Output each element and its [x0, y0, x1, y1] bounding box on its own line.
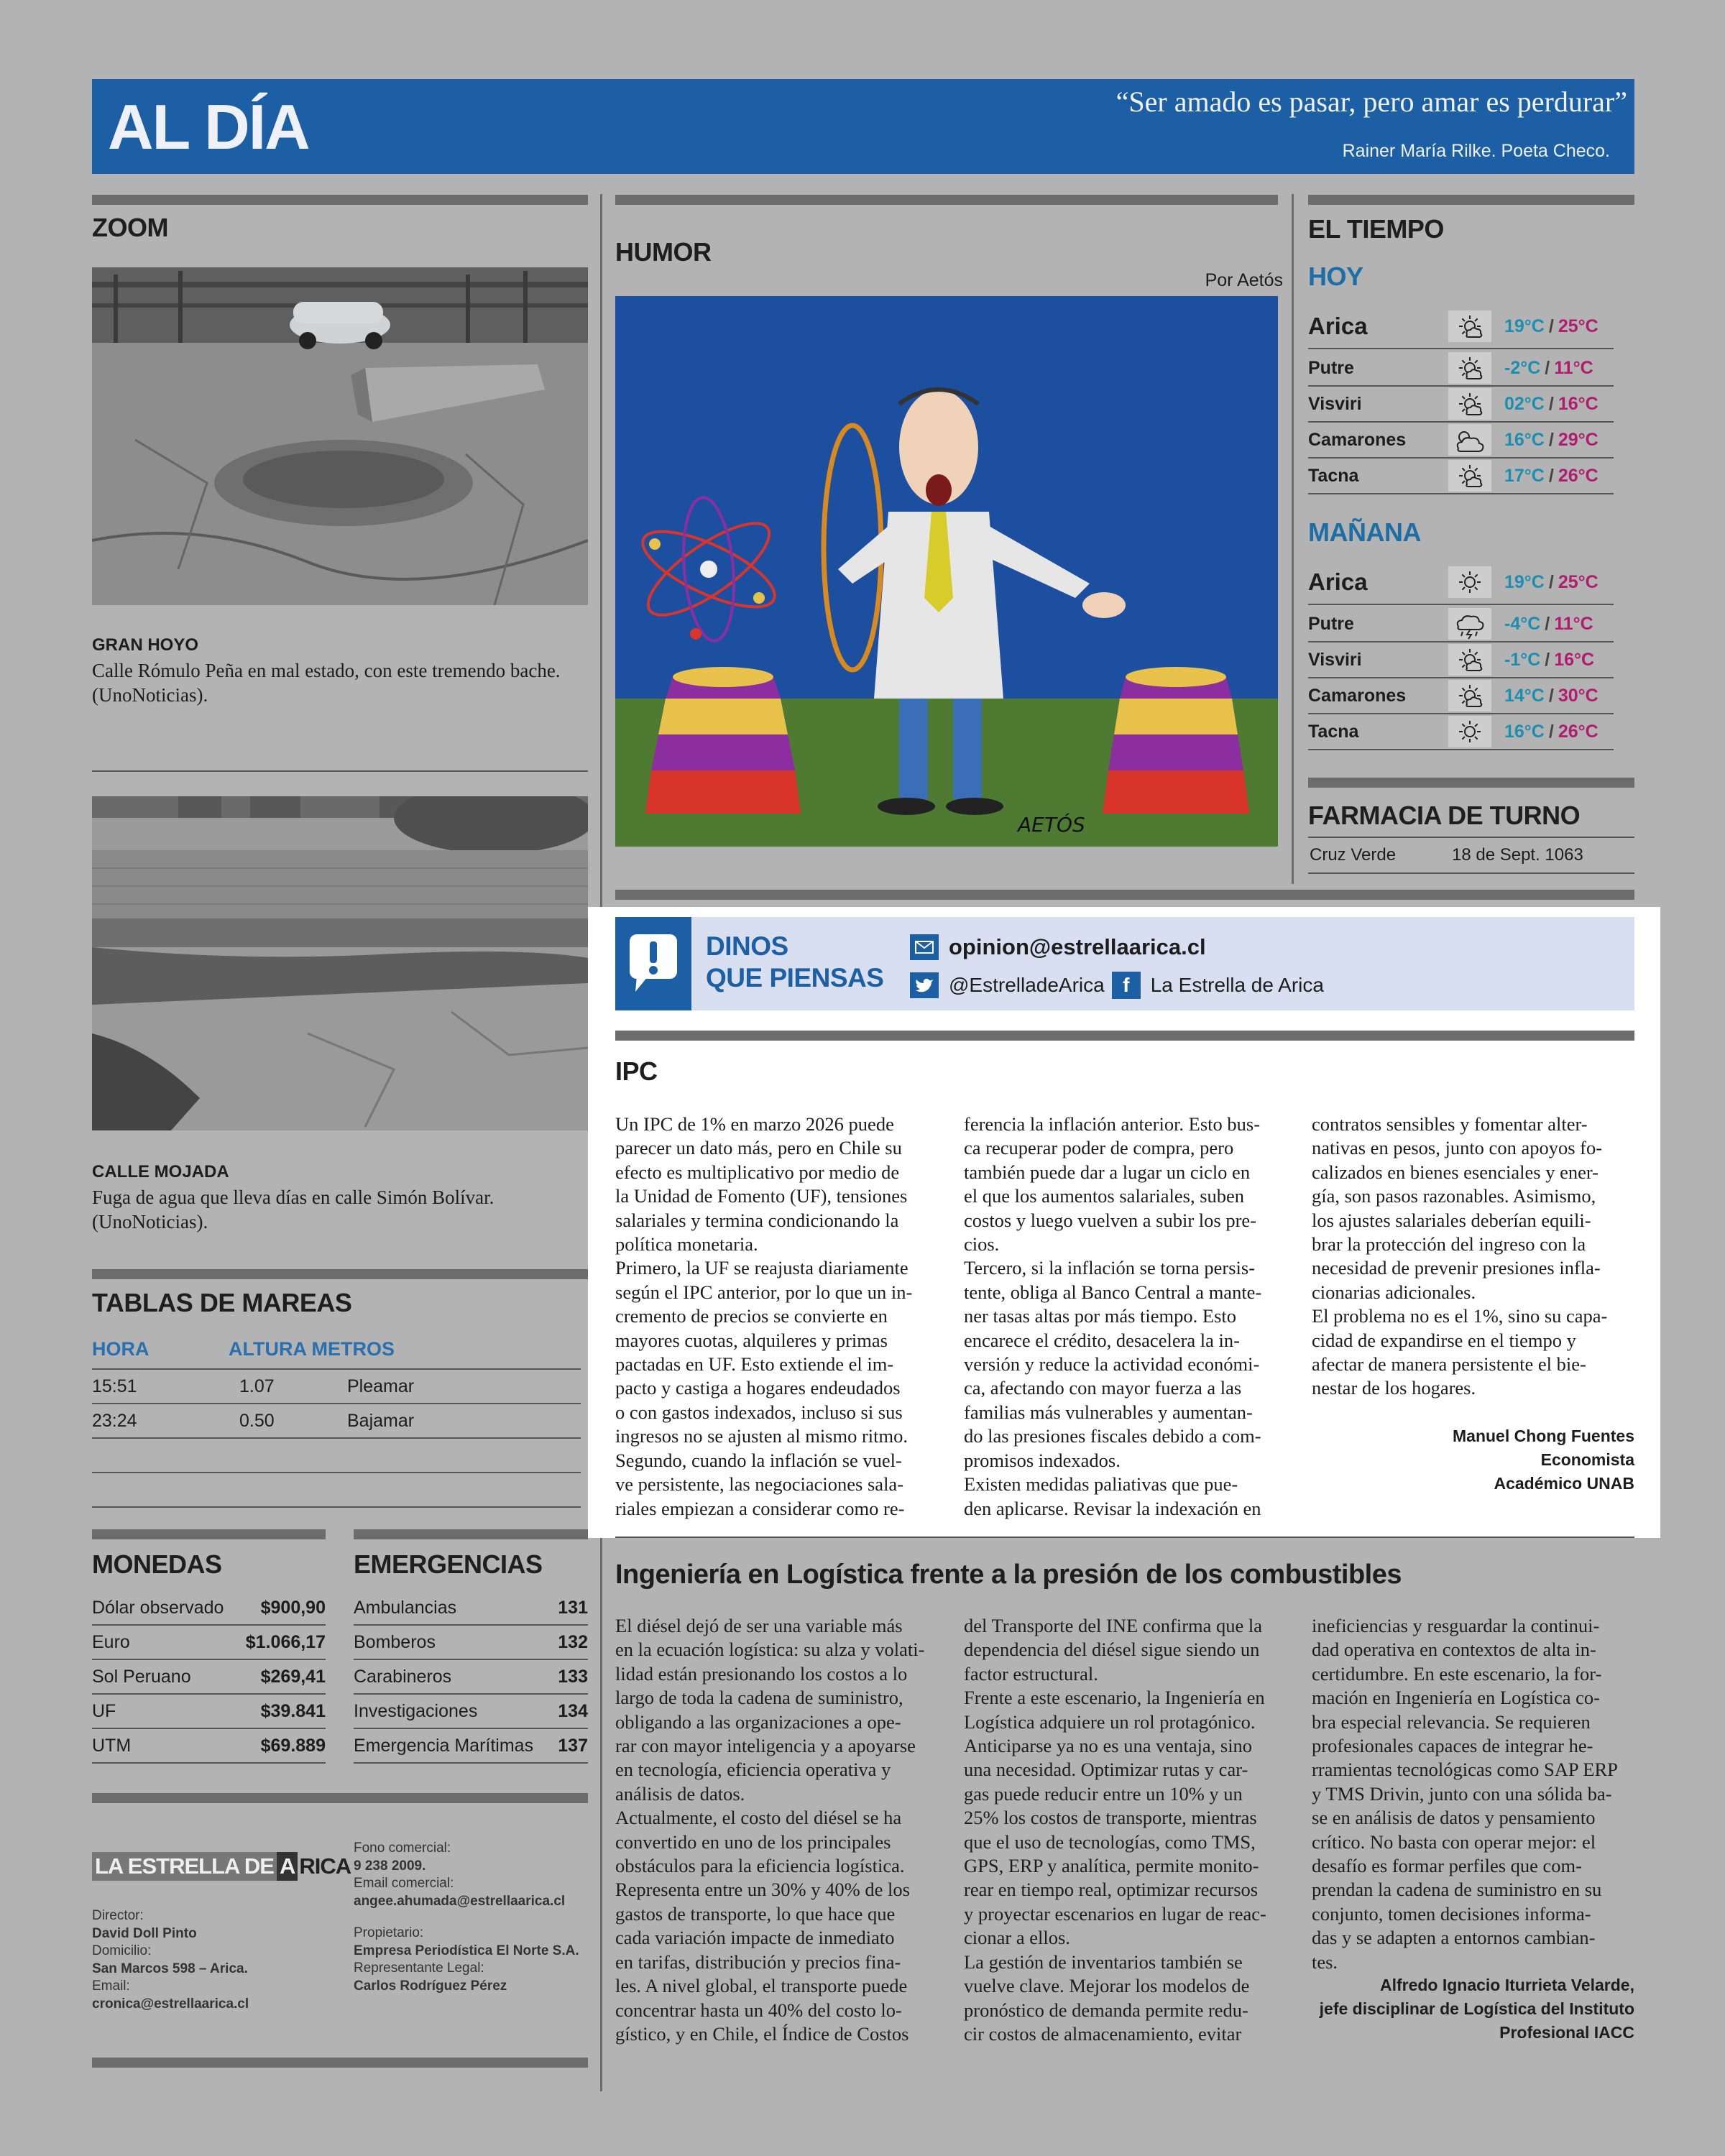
partly-cloudy-icon [1448, 424, 1491, 456]
weather-title: EL TIEMPO [1308, 214, 1444, 244]
contact-facebook[interactable]: La Estrella de Arica [1150, 974, 1324, 996]
pharmacy-top-bar [1308, 778, 1634, 788]
tide-height: 1.07 [239, 1376, 275, 1396]
pharmacy-rule-top [1308, 837, 1634, 838]
weather-temperature [1504, 614, 1593, 635]
contact-social-row [910, 972, 1324, 999]
temp-min: -1°C [1504, 649, 1541, 670]
weather-row [1308, 305, 1614, 349]
currency-name: Dólar observado [92, 1597, 224, 1618]
temp-min: -2°C [1504, 357, 1541, 378]
pharmacy-address: 18 de Sept. 1063 [1452, 845, 1583, 865]
temp-max: 29°C [1558, 429, 1598, 450]
weather-city: Visviri [1308, 393, 1362, 414]
address-label: Domicilio: [92, 1943, 152, 1958]
humor-top-bar [615, 195, 1278, 205]
sun-cloud-icon [1448, 680, 1491, 711]
weather-row [1308, 387, 1614, 423]
table-row [92, 1473, 581, 1508]
emergencies-title: EMERGENCIAS [354, 1549, 543, 1579]
imprint-top-bar [92, 1793, 588, 1803]
weather-row [1308, 423, 1614, 459]
temp-separator: / [1545, 649, 1550, 670]
temp-min: -4°C [1504, 613, 1541, 634]
speech-bubble-icon [615, 917, 691, 1010]
weather-row [1308, 642, 1614, 678]
tides-col-hour: HORA [92, 1338, 150, 1360]
tides-header-row [92, 1335, 581, 1370]
contact-title-line2: QUE PIENSAS [706, 963, 884, 992]
opinion2-column-1: El diésel dejó de ser una variable más en la ecuación logística: su alza y volati- lidad están presionando los costos a lo largo de toda la cadena de suministro, obligando a las organizaciones a ope- rar con mayor inteligencia y a apoyarse en tecnología, eficiencia operativa y análisis de datos. Actualmente, el costo del diésel se ha convertido en uno de los principales obstáculos para la eficiencia logística. Representa entre un 30% y 40% de los gastos de transporte, lo que hace que cada variación impacte de inmediato en tarifas, distribución y precios fina- les. A nivel global, el transporte puede concentrar hasta un 40% del costo lo- gístico, y en Chile, el Índice de Costos [615, 1615, 925, 2045]
logo-text-c: RICA [299, 1853, 351, 1879]
weather-temperature [1504, 722, 1598, 742]
cartoon-illustration [615, 296, 1278, 847]
pharmacy-title: FARMACIA DE TURNO [1308, 801, 1581, 830]
currencies-title: MONEDAS [92, 1549, 222, 1579]
phone-label: Fono comercial: [354, 1841, 451, 1856]
mail-icon [910, 934, 939, 960]
director-label: Director: [92, 1908, 144, 1923]
temp-max: 11°C [1554, 613, 1593, 634]
emergency-row [354, 1729, 588, 1764]
currency-value: $900,90 [260, 1597, 326, 1618]
weather-tomorrow-label: MAÑANA [1308, 517, 1421, 547]
currency-value: $1.066,17 [245, 1631, 326, 1652]
zoom-title: ZOOM [92, 213, 168, 242]
email: cronica@estrellaarica.cl [92, 1996, 249, 2012]
currency-row [92, 1591, 326, 1626]
currency-row [92, 1695, 326, 1729]
emergency-service: Bomberos [354, 1631, 436, 1652]
weather-city: Putre [1308, 357, 1354, 378]
legal-label: Representante Legal: [354, 1961, 484, 1976]
temp-separator: / [1548, 465, 1554, 486]
email-label: Email: [92, 1978, 130, 1994]
weather-temperature [1504, 572, 1598, 593]
weather-city: Visviri [1308, 649, 1362, 670]
column-divider-right [1292, 194, 1294, 884]
opinion1-signature [1453, 1424, 1634, 1496]
sun-icon [1448, 566, 1491, 598]
weather-row [1308, 714, 1614, 750]
pothole-photo [92, 267, 588, 605]
temp-separator: / [1548, 571, 1554, 592]
table-row [92, 1439, 581, 1473]
tide-hour: 23:24 [92, 1410, 137, 1431]
opinion1-title: IPC [615, 1056, 658, 1086]
phone: 9 238 2009. [354, 1858, 426, 1874]
weather-temperature [1504, 316, 1598, 337]
weather-temperature [1504, 686, 1598, 706]
logo-text-a: LA ESTRELLA DE [92, 1852, 277, 1881]
weather-temperature [1504, 358, 1593, 379]
wet-street-caption-title: CALLE MOJADA [92, 1162, 229, 1181]
temp-max: 26°C [1558, 721, 1598, 742]
emergency-row [354, 1626, 588, 1660]
weather-city: Arica [1308, 313, 1368, 339]
header-quote: “Ser amado es pasar, pero amar es perdurar” [1116, 86, 1627, 118]
temp-max: 11°C [1554, 357, 1593, 378]
opinion2-role: jefe disciplinar de Logística del Instituto [1319, 1999, 1634, 2018]
temp-max: 16°C [1558, 393, 1598, 414]
weather-row [1308, 351, 1614, 387]
emergency-row [354, 1660, 588, 1695]
weather-city: Putre [1308, 613, 1354, 634]
opinion1-top-bar [615, 1031, 1634, 1041]
commercial-email-label: Email comercial: [354, 1876, 454, 1891]
tide-type: Pleamar [347, 1376, 415, 1396]
temp-min: 02°C [1504, 393, 1545, 414]
weather-top-bar [1308, 195, 1634, 205]
currencies-top-bar [92, 1529, 326, 1539]
zoom-separator [92, 770, 588, 772]
emergency-row [354, 1591, 588, 1626]
emergency-service: Investigaciones [354, 1700, 478, 1721]
table-row [92, 1404, 581, 1439]
section-title: AL DÍA [108, 91, 309, 162]
pothole-caption-title: GRAN HOYO [92, 635, 199, 655]
commercial-email: angee.ahumada@estrellaarica.cl [354, 1893, 566, 1909]
sun-cloud-icon [1448, 352, 1491, 384]
currency-row [92, 1626, 326, 1660]
imprint-bottom-bar [92, 2058, 588, 2068]
sun-cloud-icon [1448, 644, 1491, 676]
currency-name: UTM [92, 1735, 132, 1756]
weather-row [1308, 607, 1614, 642]
weather-city: Camarones [1308, 429, 1407, 450]
currency-name: Sol Peruano [92, 1666, 191, 1687]
emergencies-top-bar [354, 1529, 588, 1539]
temp-separator: / [1545, 357, 1550, 378]
wet-street-caption-text: Fuga de agua que lleva días en calle Simón Bolívar. (UnoNoticias). [92, 1187, 494, 1233]
humor-title: HUMOR [615, 237, 712, 267]
emergency-row [354, 1695, 588, 1729]
sun-cloud-icon [1448, 388, 1491, 420]
wet-street-photo [92, 796, 588, 1130]
contact-email-row[interactable] [910, 934, 1206, 960]
tides-col-height: ALTURA METROS [229, 1338, 395, 1360]
tide-type: Bajamar [347, 1410, 415, 1431]
owner: Empresa Periodística El Norte S.A. [354, 1943, 579, 1958]
temp-max: 25°C [1558, 315, 1598, 336]
imprint-left [92, 1907, 249, 2013]
currency-name: Euro [92, 1631, 130, 1652]
temp-separator: / [1548, 315, 1554, 336]
tides-top-bar [92, 1269, 588, 1279]
sun-cloud-icon [1448, 310, 1491, 342]
weather-row [1308, 561, 1614, 605]
temp-max: 26°C [1558, 465, 1598, 486]
weather-city: Camarones [1308, 685, 1407, 706]
opinion1-affiliation: Académico UNAB [1494, 1474, 1634, 1493]
weather-city: Tacna [1308, 465, 1359, 486]
weather-row [1308, 459, 1614, 494]
pharmacy-name: Cruz Verde [1310, 845, 1397, 865]
emergency-number[interactable]: 132 [558, 1631, 588, 1652]
weather-today-label: HOY [1308, 262, 1363, 291]
temp-min: 17°C [1504, 465, 1545, 486]
emergency-service: Carabineros [354, 1666, 452, 1687]
currency-row [92, 1729, 326, 1764]
emergency-number[interactable]: 134 [558, 1700, 588, 1721]
emergency-number[interactable]: 133 [558, 1666, 588, 1687]
owner-label: Propietario: [354, 1925, 424, 1940]
temp-min: 19°C [1504, 315, 1545, 336]
temp-max: 30°C [1558, 685, 1598, 706]
temp-min: 19°C [1504, 571, 1545, 592]
currency-value: $269,41 [260, 1666, 326, 1687]
header-quote-author: Rainer María Rilke. Poeta Checo. [1342, 141, 1610, 161]
legal-rep: Carlos Rodríguez Pérez [354, 1978, 507, 1994]
emergency-service: Ambulancias [354, 1597, 457, 1618]
tide-height: 0.50 [239, 1410, 275, 1431]
contact-twitter[interactable]: @EstrelladeArica [949, 974, 1105, 996]
emergency-number[interactable]: 137 [558, 1735, 588, 1756]
storm-cloud-icon [1448, 608, 1491, 640]
currency-value: $39.841 [260, 1700, 326, 1721]
opinion2-author: Alfredo Ignacio Iturrieta Velarde, [1379, 1976, 1634, 1994]
opinion2-affiliation: Profesional IACC [1499, 2023, 1634, 2042]
weather-temperature [1504, 650, 1594, 671]
temp-separator: / [1548, 721, 1554, 742]
humor-author: Por Aetós [1205, 270, 1283, 290]
contact-title-line1: DINOS [706, 931, 788, 961]
sun-icon [1448, 716, 1491, 747]
opinion2-top-rule [615, 1537, 1634, 1538]
currency-name: UF [92, 1700, 116, 1721]
temp-min: 16°C [1504, 429, 1545, 450]
temp-separator: / [1548, 429, 1554, 450]
weather-row [1308, 678, 1614, 714]
currency-row [92, 1660, 326, 1695]
currency-value: $69.889 [260, 1735, 326, 1756]
temp-separator: / [1548, 393, 1554, 414]
contact-top-bar [615, 890, 1634, 900]
imprint-right [354, 1840, 579, 1995]
emergency-number[interactable]: 131 [558, 1597, 588, 1618]
newspaper-logo [92, 1851, 352, 1881]
opinion1-role: Economista [1540, 1450, 1634, 1469]
opinion2-title: Ingeniería en Logística frente a la presión de los combustibles [615, 1560, 1402, 1590]
address: San Marcos 598 – Arica. [92, 1961, 248, 1976]
emergency-service: Emergencia Marítimas [354, 1735, 534, 1756]
section-header [92, 79, 1634, 174]
temp-max: 16°C [1554, 649, 1595, 670]
temp-min: 14°C [1504, 685, 1545, 706]
twitter-icon[interactable] [910, 972, 939, 998]
pothole-caption-text: Calle Rómulo Peña en mal estado, con este tremendo bache. (UnoNoticias). [92, 660, 561, 706]
weather-temperature [1504, 466, 1598, 487]
tide-hour: 15:51 [92, 1376, 137, 1396]
weather-city: Tacna [1308, 721, 1359, 742]
contact-band [615, 917, 1634, 1010]
cartoon-signature: AETÓS [1018, 813, 1085, 837]
temp-min: 16°C [1504, 721, 1545, 742]
director-name: David Doll Pinto [92, 1925, 197, 1941]
temp-max: 25°C [1558, 571, 1598, 592]
weather-city: Arica [1308, 568, 1368, 595]
zoom-top-bar [92, 195, 588, 205]
pharmacy-rule-bottom [1308, 872, 1634, 874]
opinion1-author: Manuel Chong Fuentes [1453, 1427, 1634, 1445]
tides-title: TABLAS DE MAREAS [92, 1288, 352, 1317]
sun-cloud-icon [1448, 460, 1491, 492]
weather-temperature [1504, 394, 1598, 415]
weather-temperature [1504, 430, 1598, 451]
opinion2-column-2: del Transporte del INE confirma que la dependencia del diésel sigue siendo un factor estructural. Frente a este escenario, la Ingeniería en Logística adquiere un rol protagónico. Anticiparse ya no es una ventaja, sino una necesidad. Optimizar rutas y car- gas puede reducir entre un 10% y un 25% los costos de transporte, mientras que el uso de tecnologías, como TMS, GPS, ERP y analítica, permite monito- rear en tiempo real, optimizar recursos y proyectar escenarios en lugar de reac- cionar a ellos. La gestión de inventarios también se vuelve clave. Mejorar los modelos de pronóstico de demanda permite redu- cir costos de almacenamiento, evitar [964, 1615, 1266, 2045]
opinion1-column-3: contratos sensibles y fomentar alter- nativas en pesos, junto con apoyos fo- calizados en bienes esenciales y ener- gía, son pasos razonables. Asimismo, los ajustes salariales deberían equili- brar la protección del ingreso con la necesidad de prevenir presiones infla- cionarias adicionales. El problema no es el 1%, sino su capa- cidad de expandirse en el tiempo y afectar de manera persistente el bie- nestar de los hogares. [1312, 1113, 1608, 1399]
logo-text-b: A [277, 1852, 298, 1881]
opinion2-column-3: ineficiencias y resguardar la continui- dad operativa en contextos de alta in- certidumbre. En este escenario, la for- mación en Ingeniería en Logística co- bra especial relevancia. Se requieren profesionales capaces de integrar he- rramientas tecnológicas como SAP ERP y TMS Drivin, junto con una sólida ba- se en análisis de datos y pensamiento crítico. No basta con operar mejor: el desafío es formar perfiles que com- prendan la cadena de suministro en su conjunto, tomen decisiones informa- das y se adapten a entornos cambian- tes. [1312, 1615, 1618, 1973]
contact-email[interactable]: opinion@estrellaarica.cl [949, 934, 1206, 959]
facebook-icon[interactable]: f [1112, 972, 1141, 999]
table-row [92, 1370, 581, 1404]
temp-separator: / [1545, 613, 1550, 634]
opinion1-column-1: Un IPC de 1% en marzo 2026 puede parecer un dato más, pero en Chile su efecto es multiplicativo por medio de la Unidad de Fomento (UF), tensiones salariales y termina condicionando la política monetaria. Primero, la UF se reajusta diariamente según el IPC anterior, por lo que un in- cremento de precios se convierte en mayores cuotas, alquileres y primas pactadas en UF. Esto extiende el im- pacto y castiga a hogares endeudados o con gastos indexados, incluso si sus ingresos no se ajusten al mismo ritmo. Segundo, cuando la inflación se vuel- ve persistente, las negociaciones sala- riales empiezan a considerar como re- [615, 1113, 913, 1519]
temp-separator: / [1548, 685, 1554, 706]
opinion2-signature [1320, 1973, 1634, 2045]
opinion1-column-2: ferencia la inflación anterior. Esto bus- ca recuperar poder de compra, pero también puede dar a lugar un ciclo en el que los aumentos salariales, suben costos y luego vuelven a subir los pre- cios. Tercero, si la inflación se torna persis- tente, obliga al Banco Central a mante- ner tasas altas por más tiempo. Esto encarece el crédito, desacelera la in- versión y reduce la actividad económi- ca, afectando con mayor fuerza a las familias más vulnerables y aumentan- do las presiones fiscales debido a com- promisos indexados. Existen medidas paliativas que pue- den aplicarse. Revisar la indexación en [964, 1113, 1262, 1519]
